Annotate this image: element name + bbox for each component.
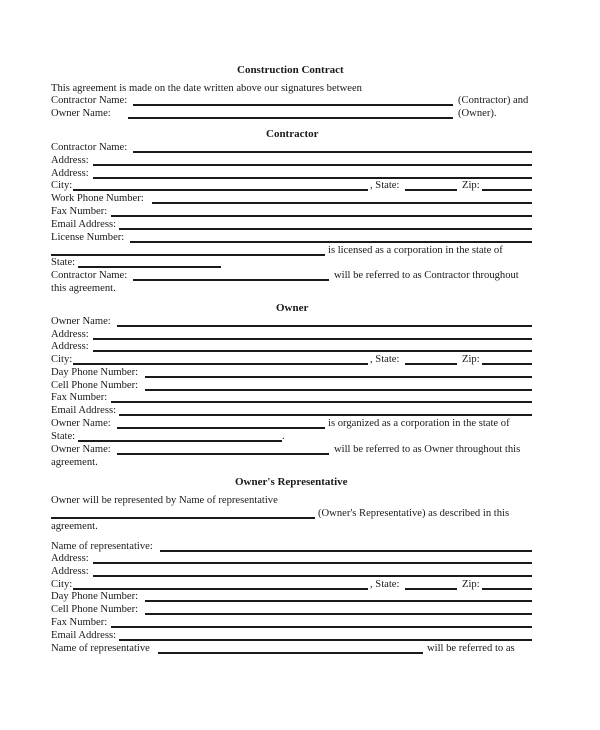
representative-fax-label: Fax Number: xyxy=(51,617,108,628)
representative-name-intro-field[interactable] xyxy=(51,517,315,519)
owner-heading: Owner xyxy=(276,302,309,314)
contractor-referred-name-label: Contractor Name: xyxy=(51,270,128,281)
representative-day-phone-field[interactable] xyxy=(145,600,532,602)
owner-fax-label: Fax Number: xyxy=(51,392,108,403)
contractor-licensed-text: is licensed as a corporation in the state of xyxy=(328,245,503,256)
representative-city-field[interactable] xyxy=(73,588,368,590)
owner-day-phone-field[interactable] xyxy=(145,376,532,378)
contractor-zip-label: Zip: xyxy=(462,180,480,191)
contractor-email-label: Email Address: xyxy=(51,219,117,230)
contractor-referred-name-field[interactable] xyxy=(133,279,329,281)
owner-city-label: City: xyxy=(51,354,73,365)
owner-cell-phone-label: Cell Phone Number: xyxy=(51,380,139,391)
owner-address-label: Address: xyxy=(51,329,89,340)
representative-email-field[interactable] xyxy=(119,639,532,641)
owner-state-field[interactable] xyxy=(405,363,457,365)
document-title: Construction Contract xyxy=(237,64,344,76)
owner-referred-text-2: agreement. xyxy=(51,457,98,468)
contractor-name-field[interactable] xyxy=(133,151,532,153)
owner-address-label-2: Address: xyxy=(51,341,89,352)
representative-cell-phone-field[interactable] xyxy=(145,613,532,615)
representative-fax-field[interactable] xyxy=(111,626,532,628)
contractor-license-label: License Number: xyxy=(51,232,125,243)
intro-owner-label: Owner Name: xyxy=(51,108,111,119)
contractor-referred-text-2: this agreement. xyxy=(51,283,116,294)
owner-organized-text: is organized as a corporation in the state of xyxy=(328,418,510,429)
contractor-license-field[interactable] xyxy=(130,241,532,243)
contractor-state-line-field[interactable] xyxy=(78,266,221,268)
contractor-work-phone-label: Work Phone Number: xyxy=(51,193,144,204)
contractor-name-label: Contractor Name: xyxy=(51,142,128,153)
contractor-address-label-2: Address: xyxy=(51,168,89,179)
contractor-address-label: Address: xyxy=(51,155,89,166)
owner-referred-name-label: Owner Name: xyxy=(51,444,111,455)
intro-owner-name-field[interactable] xyxy=(128,117,453,119)
owner-fax-field[interactable] xyxy=(111,401,532,403)
representative-address-label-2: Address: xyxy=(51,566,89,577)
owner-state-label: , State: xyxy=(370,354,400,365)
representative-address-label: Address: xyxy=(51,553,89,564)
owner-state-line-label: State: xyxy=(51,431,76,442)
representative-address-field-2[interactable] xyxy=(93,575,532,577)
representative-heading: Owner's Representative xyxy=(235,476,348,488)
representative-state-label: , State: xyxy=(370,579,400,590)
representative-cell-phone-label: Cell Phone Number: xyxy=(51,604,139,615)
owner-state-line-field[interactable] xyxy=(78,440,282,442)
contractor-fax-label: Fax Number: xyxy=(51,206,108,217)
representative-described-text: (Owner's Representative) as described in this xyxy=(318,508,510,519)
representative-zip-field[interactable] xyxy=(482,588,532,590)
owner-state-line-period: . xyxy=(282,431,285,442)
representative-city-label: City: xyxy=(51,579,73,590)
contractor-licensed-name-field[interactable] xyxy=(51,254,325,256)
owner-cell-phone-field[interactable] xyxy=(145,389,532,391)
owner-organized-name-field[interactable] xyxy=(117,427,325,429)
owner-email-label: Email Address: xyxy=(51,405,117,416)
representative-intro: Owner will be represented by Name of representative xyxy=(51,495,278,506)
intro-contractor-label: Contractor Name: xyxy=(51,95,128,106)
representative-described-text-2: agreement. xyxy=(51,521,98,532)
representative-referred-name-label: Name of representative xyxy=(51,643,150,654)
representative-zip-label: Zip: xyxy=(462,579,480,590)
intro-contractor-suffix: (Contractor) and xyxy=(458,95,529,106)
representative-name-field[interactable] xyxy=(160,550,532,552)
contractor-city-label: City: xyxy=(51,180,73,191)
owner-organized-name-label: Owner Name: xyxy=(51,418,111,429)
intro-text: This agreement is made on the date written above our signatures between xyxy=(51,83,362,94)
contractor-heading: Contractor xyxy=(266,128,319,140)
contractor-fax-field[interactable] xyxy=(111,215,532,217)
representative-referred-name-field[interactable] xyxy=(158,652,423,654)
contractor-state-label: , State: xyxy=(370,180,400,191)
owner-name-field[interactable] xyxy=(117,325,532,327)
contractor-city-field[interactable] xyxy=(73,189,368,191)
owner-referred-text: will be referred to as Owner throughout this xyxy=(334,444,521,455)
owner-city-field[interactable] xyxy=(73,363,368,365)
owner-address-field-2[interactable] xyxy=(93,350,532,352)
representative-day-phone-label: Day Phone Number: xyxy=(51,591,139,602)
owner-zip-field[interactable] xyxy=(482,363,532,365)
owner-email-field[interactable] xyxy=(119,414,532,416)
owner-referred-name-field[interactable] xyxy=(117,453,329,455)
representative-address-field-1[interactable] xyxy=(93,562,532,564)
contractor-referred-text: will be referred to as Contractor throughout xyxy=(334,270,519,281)
representative-referred-text: will be referred to as xyxy=(427,643,515,654)
owner-day-phone-label: Day Phone Number: xyxy=(51,367,139,378)
contractor-address-field-2[interactable] xyxy=(93,177,532,179)
contractor-zip-field[interactable] xyxy=(482,189,532,191)
intro-owner-suffix: (Owner). xyxy=(458,108,497,119)
representative-email-label: Email Address: xyxy=(51,630,117,641)
representative-state-field[interactable] xyxy=(405,588,457,590)
owner-zip-label: Zip: xyxy=(462,354,480,365)
owner-address-field-1[interactable] xyxy=(93,338,532,340)
contractor-state-line-label: State: xyxy=(51,257,76,268)
contractor-address-field-1[interactable] xyxy=(93,164,532,166)
intro-contractor-name-field[interactable] xyxy=(133,104,453,106)
owner-name-label: Owner Name: xyxy=(51,316,111,327)
representative-name-label: Name of representative: xyxy=(51,541,153,552)
contractor-work-phone-field[interactable] xyxy=(152,202,532,204)
contractor-state-field[interactable] xyxy=(405,189,457,191)
contractor-email-field[interactable] xyxy=(119,228,532,230)
